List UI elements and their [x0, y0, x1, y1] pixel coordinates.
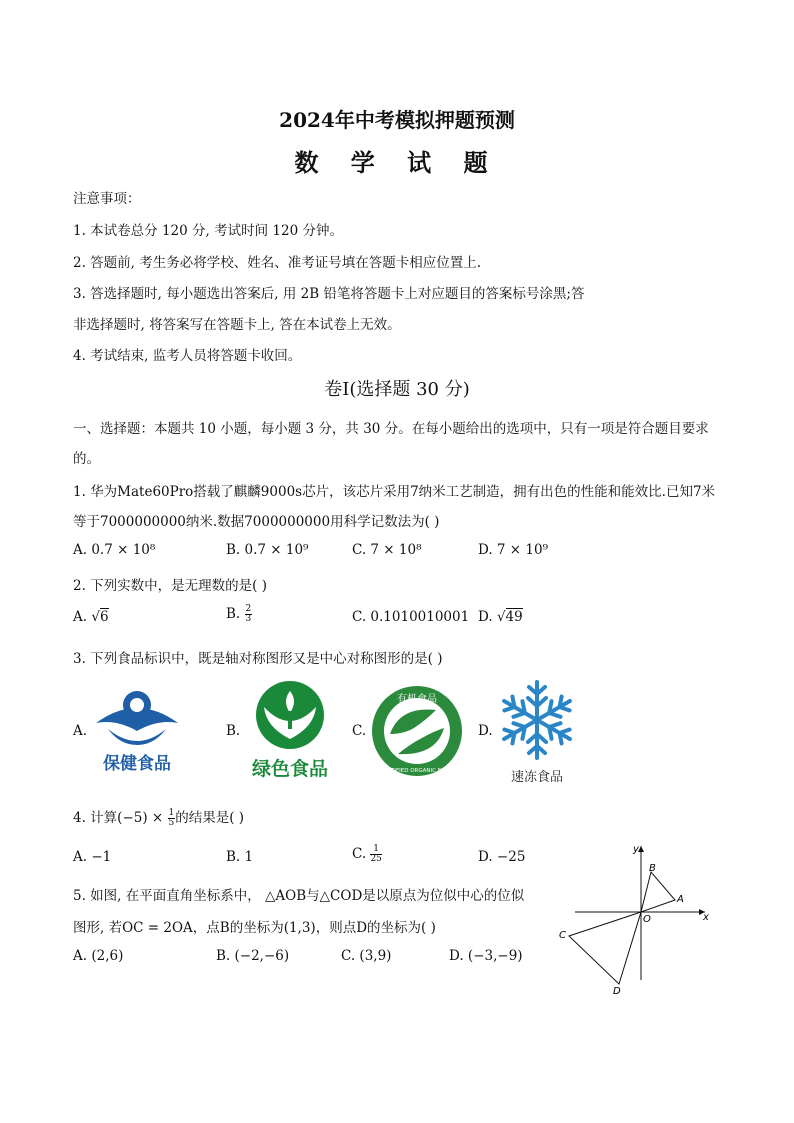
notice-heading: 注意事项：	[73, 191, 141, 207]
q1-option-b: B. 0.7 × 10⁹	[226, 542, 309, 558]
q2-option-b-label: B.	[226, 606, 241, 622]
q4-stem-post: 的结果是( )	[175, 810, 245, 826]
organic-food-logo	[370, 684, 464, 778]
fraction-denominator: 25	[370, 854, 382, 864]
fraction-denominator: 3	[245, 614, 252, 624]
triangle-cod	[569, 912, 641, 984]
organic-food-logo-top-text: 有机食品	[397, 694, 437, 705]
q2-option-a-radicand: 6	[99, 609, 109, 625]
coordinate-plane	[555, 840, 715, 1000]
exam-subtitle: 数 学 试 题	[294, 148, 500, 177]
origin-label: O	[643, 914, 651, 925]
q4-option-c	[352, 845, 382, 864]
q4-stem-pre: 4. 计算(−5) ×	[73, 810, 164, 826]
notice-item-3a: 3. 答选择题时, 每小题选出答案后, 用 2B 铅笔将答题卡上对应题目的答案标号涂黑;答	[73, 286, 585, 302]
green-food-logo	[244, 677, 336, 781]
point-b-label: B	[649, 863, 656, 874]
frozen-food-logo	[494, 675, 580, 787]
q5-option-d: D. (−3,−9)	[449, 948, 523, 964]
fraction-numerator: 1	[168, 808, 175, 818]
q3-option-c-label: C.	[352, 723, 367, 739]
notice-item-2: 2. 答题前, 考生务必将学校、姓名、准考证号填在答题卡相应位置上.	[73, 255, 482, 271]
health-food-logo-graphic	[88, 683, 186, 773]
q2-option-a	[73, 609, 109, 625]
q4-option-c-label: C.	[352, 846, 367, 862]
health-food-logo-text: 保健食品	[103, 754, 171, 773]
notice-item-3b: 非选择题时, 将答案写在答题卡上, 答在本试卷上无效。	[73, 317, 401, 333]
point-d-label: D	[613, 986, 621, 997]
q2-option-d	[478, 609, 523, 625]
q2-option-b	[226, 605, 252, 624]
exam-title: 2024年中考模拟押题预测	[279, 108, 515, 132]
fraction-denominator: 5	[168, 818, 175, 828]
q1-stem-line2: 等于7000000000纳米.数据7000000000用科学记数法为( )	[73, 514, 440, 530]
sqrt-symbol: √	[496, 609, 506, 625]
q5-option-c: C. (3,9)	[341, 948, 392, 964]
notice-item-1: 1. 本试卷总分 120 分, 考试时间 120 分钟。	[73, 223, 343, 239]
triangle-aob	[641, 872, 675, 912]
green-food-logo-graphic	[244, 677, 336, 781]
health-food-logo	[88, 683, 186, 773]
q4-option-a: A. −1	[73, 849, 112, 865]
green-food-logo-text: 绿色食品	[251, 758, 329, 780]
q1-option-d: D. 7 × 10⁹	[478, 542, 548, 558]
section-intro: 一、选择题：本题共 10 小题，每小题 3 分，共 30 分。在每小题给出的选项中，只有一项是符合题目要求	[73, 421, 709, 437]
q4-option-c-fraction	[370, 845, 381, 864]
q2-option-d-label: D.	[478, 609, 493, 625]
x-axis-label: x	[703, 912, 709, 923]
section-title: 卷Ⅰ(选择题 30 分)	[324, 379, 470, 400]
snowflake-icon	[494, 675, 580, 787]
q3-option-b-label: B.	[226, 723, 241, 739]
notice-item-4: 4. 考试结束, 监考人员将答题卡收回。	[73, 348, 302, 364]
sqrt-symbol: √	[91, 609, 100, 625]
q2-stem: 2. 下列实数中，是无理数的是( )	[73, 578, 267, 594]
q2-option-c: C. 0.1010010001	[352, 609, 470, 625]
section-intro-cont: 的。	[73, 451, 100, 467]
q1-stem-line1: 1. 华为Mate60Pro搭载了麒麟9000s芯片，该芯片采用7纳米工艺制造，拥有出色的性能和能效比.已知7米	[73, 484, 716, 500]
fraction-numerator: 1	[370, 845, 381, 855]
point-c-label: C	[559, 930, 566, 941]
fraction-numerator: 2	[245, 604, 252, 614]
q1-option-c: C. 7 × 10⁸	[352, 542, 422, 558]
q2-option-a-label: A.	[73, 609, 88, 625]
y-axis-label: y	[633, 844, 639, 855]
frozen-food-logo-text: 速冻食品	[510, 770, 564, 785]
q1-option-a: A. 0.7 × 10⁸	[73, 542, 156, 558]
q5-option-b: B. (−2,−6)	[216, 948, 290, 964]
point-a-label: A	[677, 894, 684, 905]
q5-coordinate-figure	[555, 840, 715, 1000]
q5-stem-line2: 图形, 若OC = 2OA，点B的坐标为(1,3)，则点D的坐标为( )	[73, 920, 436, 936]
q5-option-a: A. (2,6)	[73, 948, 124, 964]
q3-option-a-label: A.	[73, 723, 88, 739]
organic-food-logo-ring-text: CERTIFIED ORGANIC FOOD	[380, 768, 454, 774]
q3-option-d-label: D.	[478, 723, 493, 739]
q3-stem: 3. 下列食品标识中，既是轴对称图形又是中心对称图形的是( )	[73, 651, 443, 667]
q4-stem	[73, 806, 244, 828]
organic-food-logo-graphic	[370, 684, 464, 778]
q4-option-d: D. −25	[478, 849, 526, 865]
q5-stem-line1: 5. 如图, 在平面直角坐标系中， △AOB与△COD是以原点为位似中心的位似	[73, 888, 525, 904]
q4-option-b: B. 1	[226, 849, 254, 865]
q2-option-d-radicand: 49	[505, 609, 523, 625]
q2-option-b-fraction	[245, 605, 253, 624]
